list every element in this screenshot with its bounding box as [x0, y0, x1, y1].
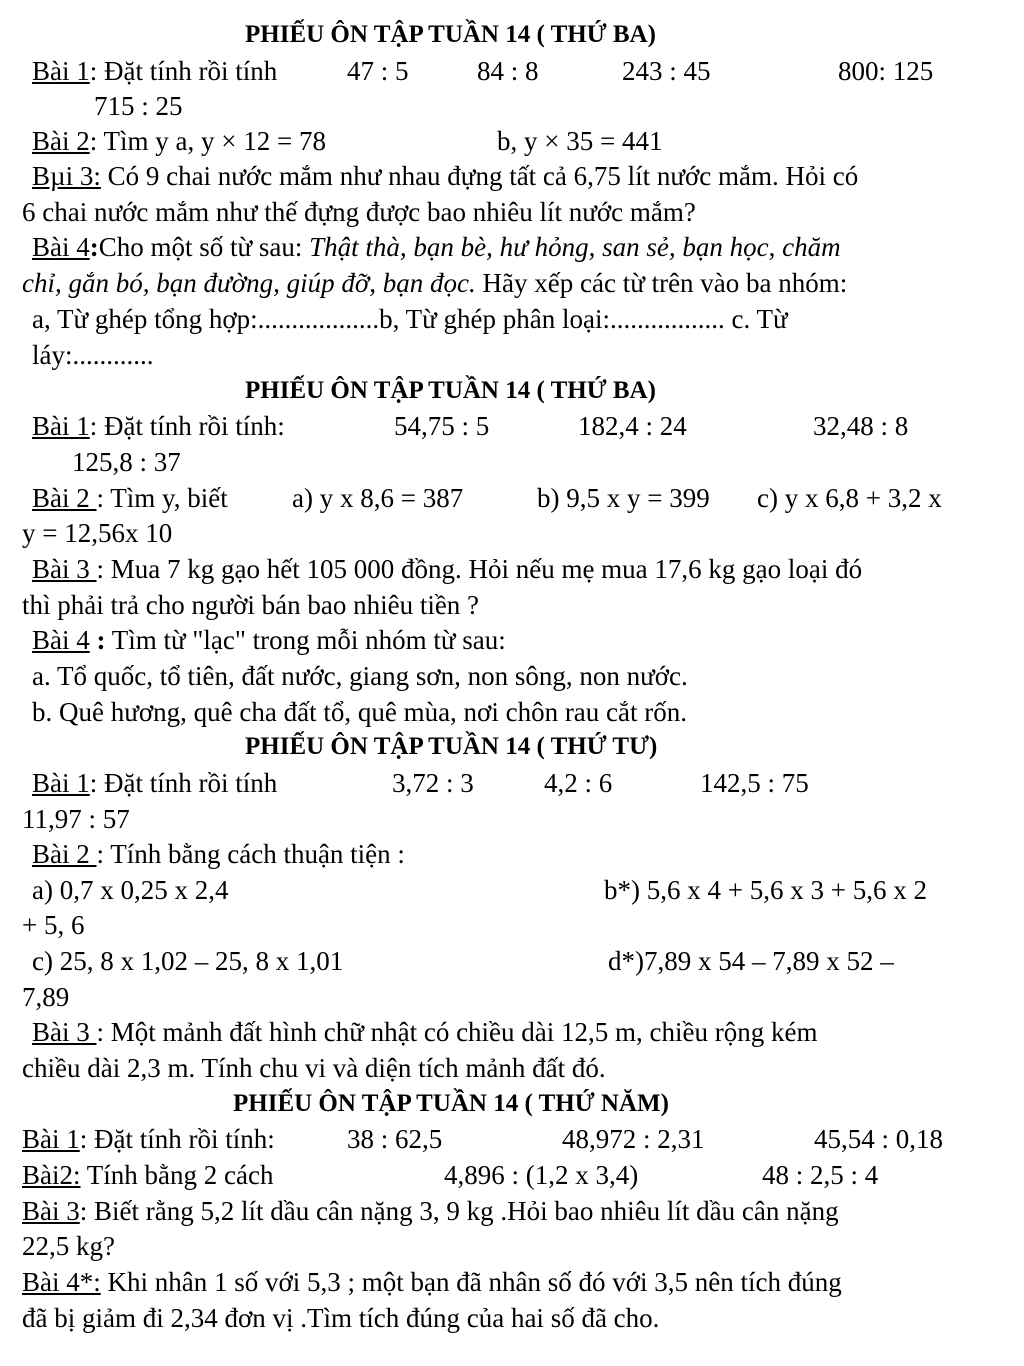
s3-bai2-text: : Tính bằng cách thuận tiện :	[96, 839, 405, 869]
s3-bai3-text-1: : Một mảnh đất hình chữ nhật có chiều dài 12,5 m, chiều rộng kém	[96, 1017, 818, 1047]
s2-bai1-item-2: 182,4 : 24	[578, 411, 687, 441]
s2-bai2-line	[32, 485, 228, 512]
s1-bai1-item-4: 800: 125	[838, 56, 934, 86]
s3-bai1-item-4: 11,97 : 57	[22, 804, 130, 834]
s2-bai1-item-4: 125,8 : 37	[72, 447, 181, 477]
s1-bai4-line-4: láy:............	[32, 340, 154, 370]
s2-bai3-text-1: : Mua 7 kg gạo hết 105 000 đồng. Hỏi nếu mẹ mua 17,6 kg gạo loại đó	[96, 554, 863, 584]
s3-bai2-d: d*)7,89 x 54 – 7,89 x 52 –	[608, 946, 894, 976]
s2-bai2-a: a) y x 8,6 = 387	[292, 483, 464, 513]
s4-bai1-item-3: 45,54 : 0,18	[814, 1124, 944, 1154]
s2-bai4-label: Bài 4	[32, 625, 90, 655]
s1-bai1-label: Bài 1	[32, 56, 90, 86]
s2-bai4-line	[32, 627, 506, 654]
s1-bai4-text-1a: Cho một số từ sau:	[98, 232, 310, 262]
s4-bai2-item-1: 4,896 : (1,2 x 3,4)	[444, 1160, 639, 1190]
s2-bai1-text: : Đặt tính rồi tính:	[89, 411, 285, 441]
s3-bai2-line	[32, 841, 405, 868]
s4-bai3-line-1	[22, 1198, 839, 1225]
section-4-title: PHIẾU ÔN TẬP TUẦN 14 ( THỨ NĂM)	[233, 1090, 669, 1117]
s1-bai2-line	[32, 128, 326, 155]
s4-bai1-text: : Đặt tính rồi tính:	[79, 1124, 275, 1154]
s1-bai3-line-1	[32, 163, 858, 190]
s3-bai2-b: b*) 5,6 x 4 + 5,6 x 3 + 5,6 x 2	[604, 875, 927, 905]
s4-bai3-label: Bài 3	[22, 1196, 80, 1226]
s2-bai2-text: : Tìm y, biết	[96, 483, 228, 513]
s2-bai2-c-cont: y = 12,56x 10	[22, 518, 173, 548]
s2-bai2-b: b) 9,5 x y = 399	[537, 483, 710, 513]
s1-bai2-label: Bài 2	[32, 126, 90, 156]
s3-bai2-b-cont: + 5, 6	[22, 910, 85, 940]
s4-bai3-text-1: : Biết rằng 5,2 lít dầu cân nặng 3, 9 kg .Hỏi bao nhiêu lít dầu cân nặng	[79, 1196, 839, 1226]
s3-bai3-line-2: chiều dài 2,3 m. Tính chu vi và diện tích mảnh đất đó.	[22, 1053, 606, 1083]
s2-bai4-a: a. Tổ quốc, tổ tiên, đất nước, giang sơn, non sông, non nước.	[32, 661, 688, 691]
section-2-title: PHIẾU ÔN TẬP TUẦN 14 ( THỨ BA)	[245, 377, 656, 404]
s2-bai1-label: Bài 1	[32, 411, 90, 441]
s3-bai3-label: Bài 3	[32, 1017, 97, 1047]
s1-bai4-words-2: chỉ, gắn bó, bạn đường, giúp đỡ, bạn đọc.	[22, 268, 476, 298]
s1-bai4-line-1	[32, 234, 841, 261]
s2-bai4-colon: :	[89, 625, 106, 655]
s3-bai2-label: Bài 2	[32, 839, 97, 869]
s1-bai2-b: b, y × 35 = 441	[497, 126, 663, 156]
s3-bai1-item-1: 3,72 : 3	[392, 768, 474, 798]
s1-bai1-item-2: 84 : 8	[477, 56, 539, 86]
s3-bai1-text: : Đặt tính rồi tính	[89, 768, 278, 798]
section-3-title: PHIẾU ÔN TẬP TUẦN 14 ( THỨ TƯ)	[245, 733, 658, 760]
s1-bai1-text: : Đặt tính rồi tính	[89, 56, 278, 86]
s2-bai1-line	[32, 413, 285, 440]
s4-bai2-text: Tính bằng 2 cách	[80, 1160, 274, 1190]
s4-bai2-item-2: 48 : 2,5 : 4	[762, 1160, 879, 1190]
s1-bai1-item-1: 47 : 5	[347, 56, 409, 86]
section-1-title: PHIẾU ÔN TẬP TUẦN 14 ( THỨ BA)	[245, 21, 656, 48]
s1-bai1-item-3: 243 : 45	[622, 56, 711, 86]
s1-bai3-line-2: 6 chai nước mắm như thế đựng được bao nhiêu lít nước mắm?	[22, 197, 696, 227]
s1-bai4-label: Bài 4	[32, 232, 90, 262]
s2-bai3-line-2: thì phải trả cho người bán bao nhiêu tiền ?	[22, 590, 480, 620]
s2-bai2-label: Bài 2	[32, 483, 97, 513]
s2-bai3-line-1	[32, 556, 862, 583]
s3-bai1-line	[32, 770, 277, 797]
s4-bai4-text-1: Khi nhân 1 số với 5,3 ; một bạn đã nhân số đó với 3,5 nên tích đúng	[100, 1267, 842, 1297]
s1-bai4-line-3: a, Từ ghép tổng hợp:..................b, Từ ghép phân loại:................. c. Từ	[32, 304, 788, 334]
s4-bai4-label: Bài 4*:	[22, 1267, 101, 1297]
s4-bai1-item-2: 48,972 : 2,31	[562, 1124, 705, 1154]
s4-bai2-line	[22, 1162, 273, 1189]
s2-bai1-item-1: 54,75 : 5	[394, 411, 490, 441]
s2-bai4-text: Tìm từ "lạc" trong mỗi nhóm từ sau:	[105, 625, 506, 655]
s4-bai3-line-2: 22,5 kg?	[22, 1231, 115, 1261]
s2-bai2-c: c) y x 6,8 + 3,2 x	[757, 483, 942, 513]
s1-bai3-label: Bµi 3:	[32, 161, 101, 191]
s1-bai3-text-1: Có 9 chai nước mắm như nhau đựng tất cả 6,75 lít nước mắm. Hỏi có	[100, 161, 859, 191]
s4-bai4-line-1	[22, 1269, 842, 1296]
s1-bai2-text: : Tìm y a, y × 12 = 78	[89, 126, 326, 156]
s4-bai2-label: Bài2:	[22, 1160, 81, 1190]
s1-bai4-words-1: Thật thà, bạn bè, hư hỏng, san sẻ, bạn học, chăm	[309, 232, 841, 262]
s1-bai4-text-2b: Hãy xếp các từ trên vào ba nhóm:	[475, 268, 848, 298]
s3-bai2-c: c) 25, 8 x 1,02 – 25, 8 x 1,01	[32, 946, 344, 976]
s1-bai1-item-5: 715 : 25	[94, 91, 183, 121]
s3-bai1-label: Bài 1	[32, 768, 90, 798]
s1-bai4-line-2	[22, 270, 847, 297]
s2-bai1-item-3: 32,48 : 8	[813, 411, 909, 441]
s3-bai1-item-3: 142,5 : 75	[700, 768, 809, 798]
s1-bai1-line	[32, 58, 277, 85]
s4-bai1-line	[22, 1126, 275, 1153]
s4-bai1-item-1: 38 : 62,5	[347, 1124, 443, 1154]
s3-bai1-item-2: 4,2 : 6	[544, 768, 613, 798]
s3-bai2-a: a) 0,7 x 0,25 x 2,4	[32, 875, 229, 905]
s3-bai3-line-1	[32, 1019, 817, 1046]
s1-bai4-colon: :	[89, 232, 99, 262]
s2-bai3-label: Bài 3	[32, 554, 97, 584]
s2-bai4-b: b. Quê hương, quê cha đất tổ, quê mùa, nơi chôn rau cắt rốn.	[32, 697, 688, 727]
s4-bai1-label: Bài 1	[22, 1124, 80, 1154]
s4-bai4-line-2: đã bị giảm đi 2,34 đơn vị .Tìm tích đúng của hai số đã cho.	[22, 1303, 660, 1333]
s3-bai2-d-cont: 7,89	[22, 982, 70, 1012]
